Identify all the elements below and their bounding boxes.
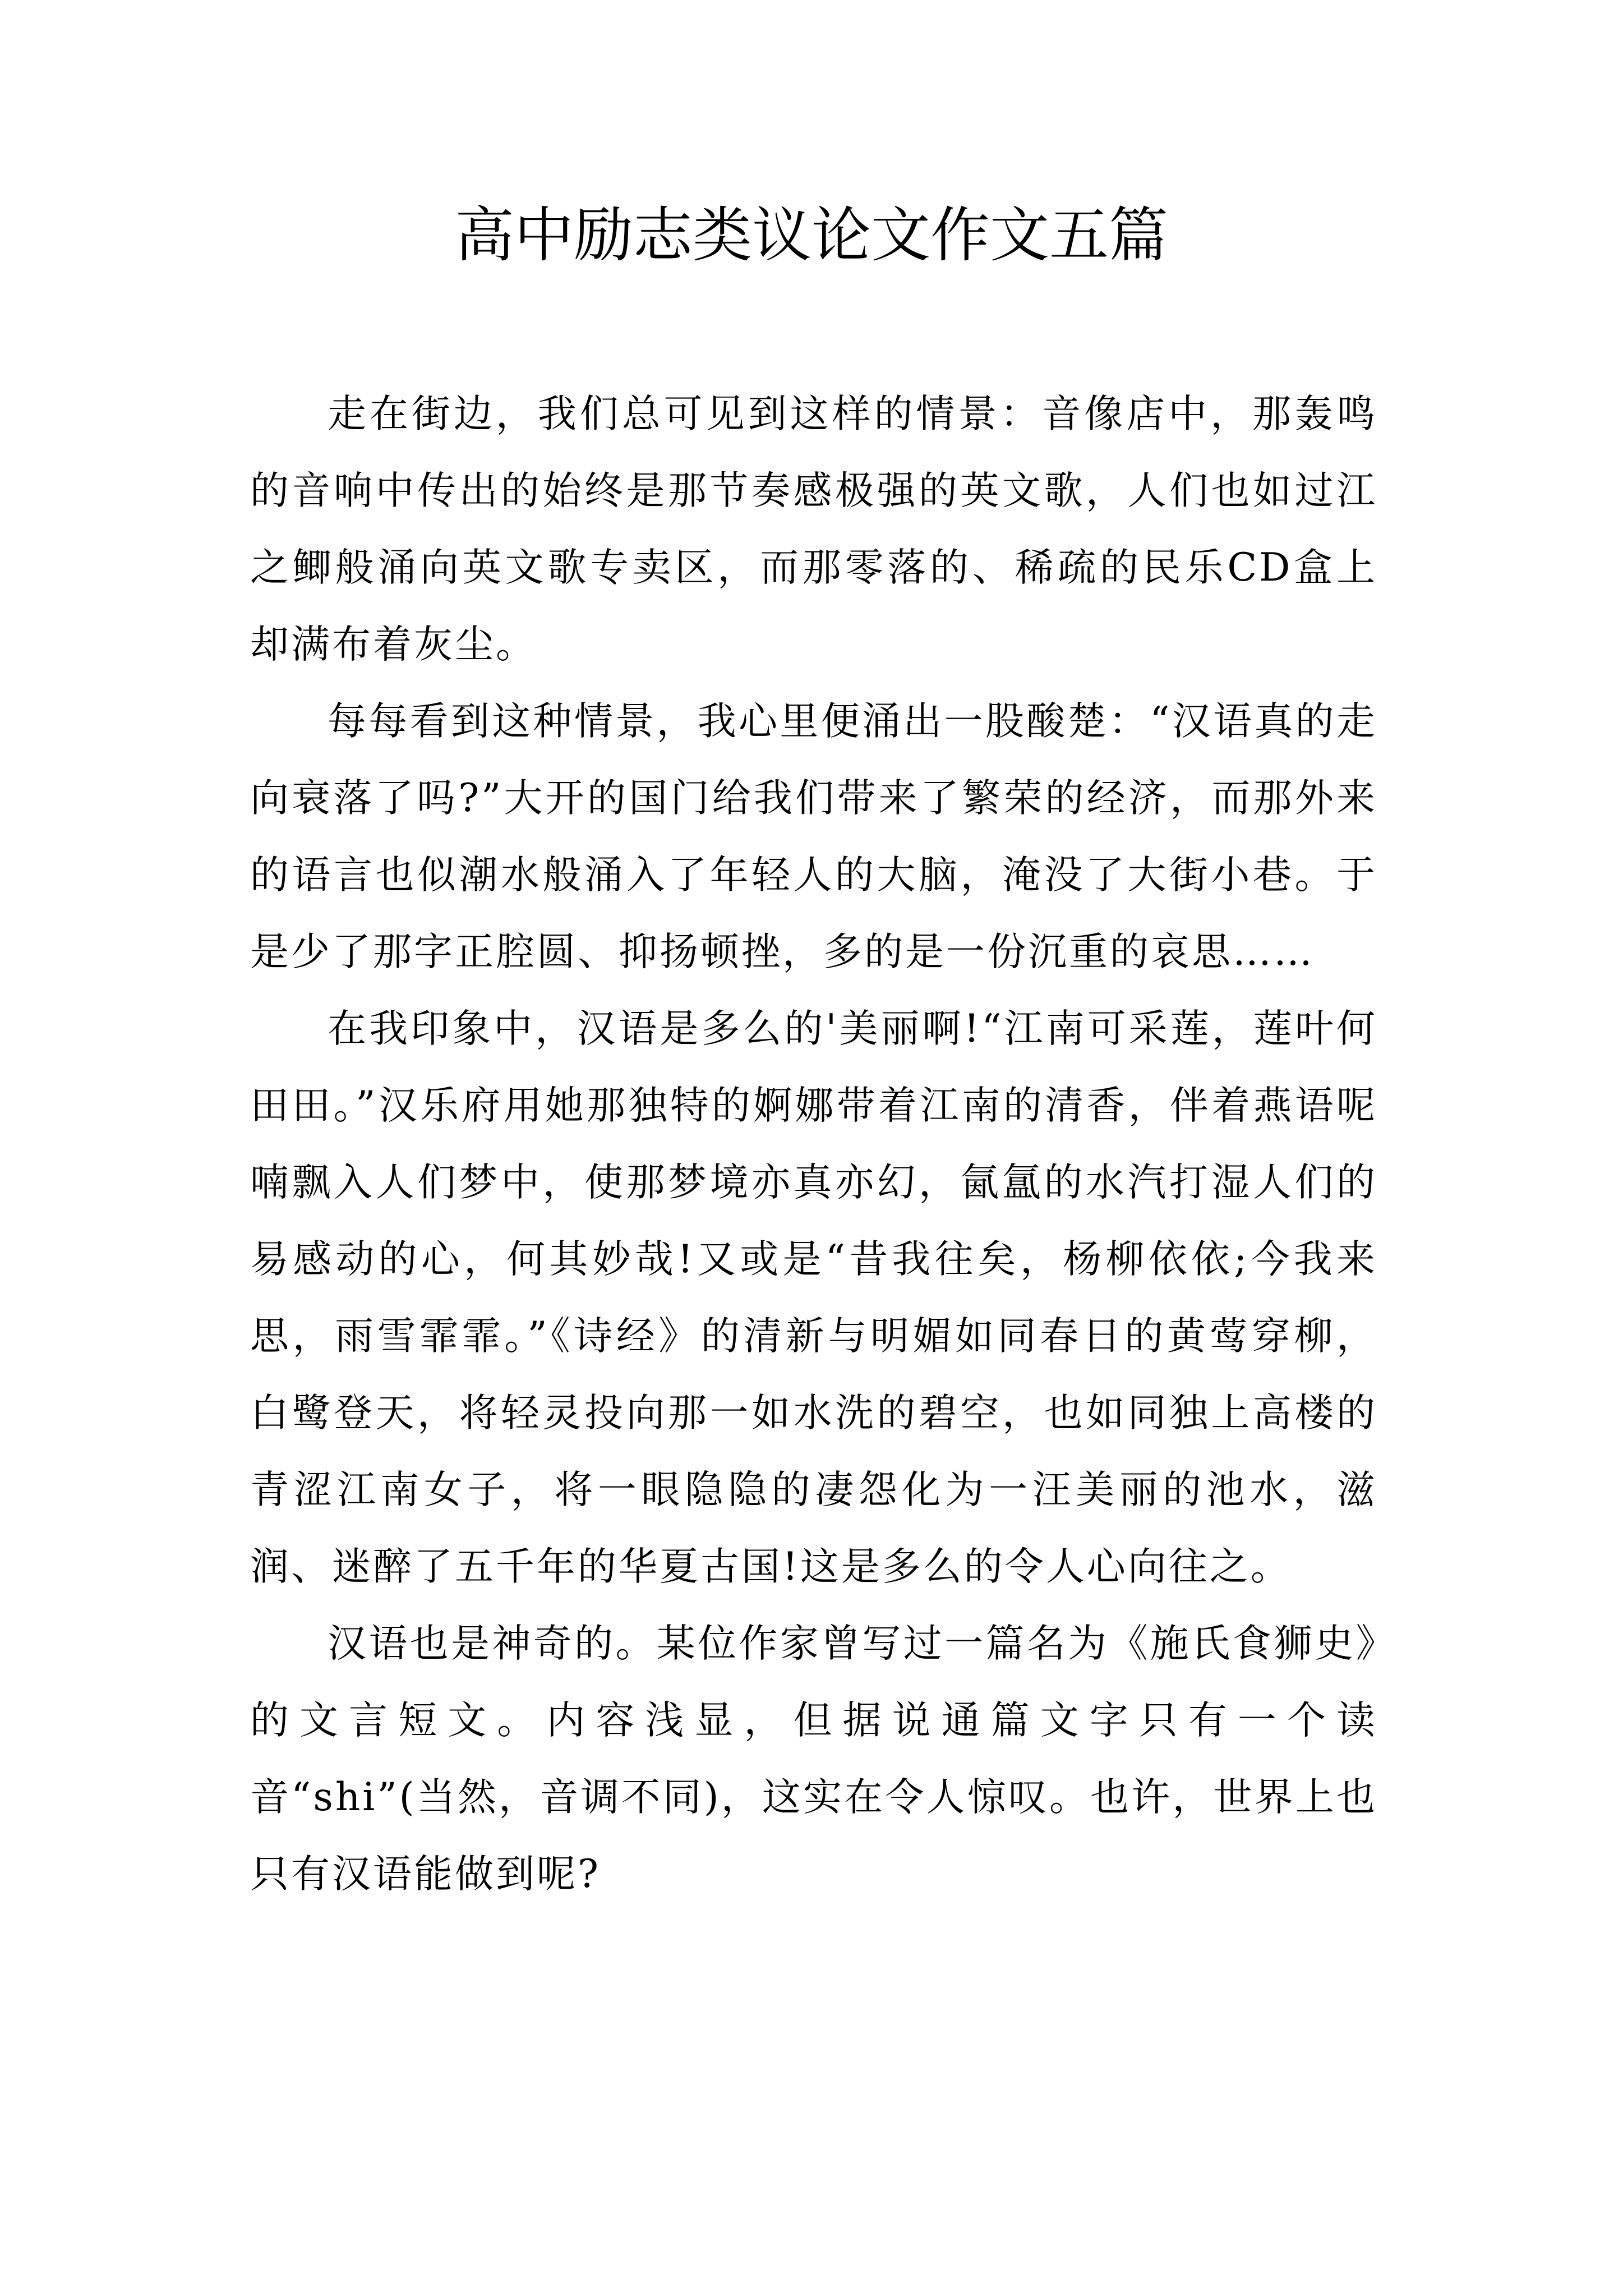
document-body — [250, 376, 1377, 1913]
paragraph: 走在街边，我们总可见到这样的情景：音像店中，那轰鸣的音响中传出的始终是那节奏感极强的英文歌，人们也如过江之鲫般涌向英文歌专卖区，而那零落的、稀疏的民乐CD盒上却满布着灰尘。 — [250, 392, 1377, 667]
paragraph: 在我印象中，汉语是多么的'美丽啊!“江南可采莲，莲叶何田田。”汉乐府用她那独特的婀娜带着江南的清香，伴着燕语呢喃飘入人们梦中，使那梦境亦真亦幻，氤氲的水汽打湿人们的易感动的心，何其妙哉!又或是“昔我往矣，杨柳依依;今我来思，雨雪霏霏。”《诗经》的清新与明媚如同春日的黄莺穿柳，白鹭登天，将轻灵投向那一如水洗的碧空，也如同独上高楼的青涩江南女子，将一眼隐隐的凄怨化为一汪美丽的池水，滋润、迷醉了五千年的华夏古国!这是多么的令人心向往之。 — [250, 1006, 1377, 1589]
paragraph: 汉语也是神奇的。某位作家曾写过一篇名为《施氏食狮史》的文言短文。内容浅显，但据说通篇文字只有一个读音“shi”(当然，音调不同)，这实在令人惊叹。也许，世界上也只有汉语能做到呢? — [250, 1621, 1377, 1897]
paragraph: 每每看到这种情景，我心里便涌出一股酸楚：“汉语真的走向衰落了吗?”大开的国门给我们带来了繁荣的经济，而那外来的语言也似潮水般涌入了年轻人的大脑，淹没了大街小巷。于是少了那字正腔圆、抑扬顿挫，多的是一份沉重的哀思…… — [250, 699, 1377, 974]
document-title: 高中励志类议论文作文五篇 — [455, 201, 1168, 270]
